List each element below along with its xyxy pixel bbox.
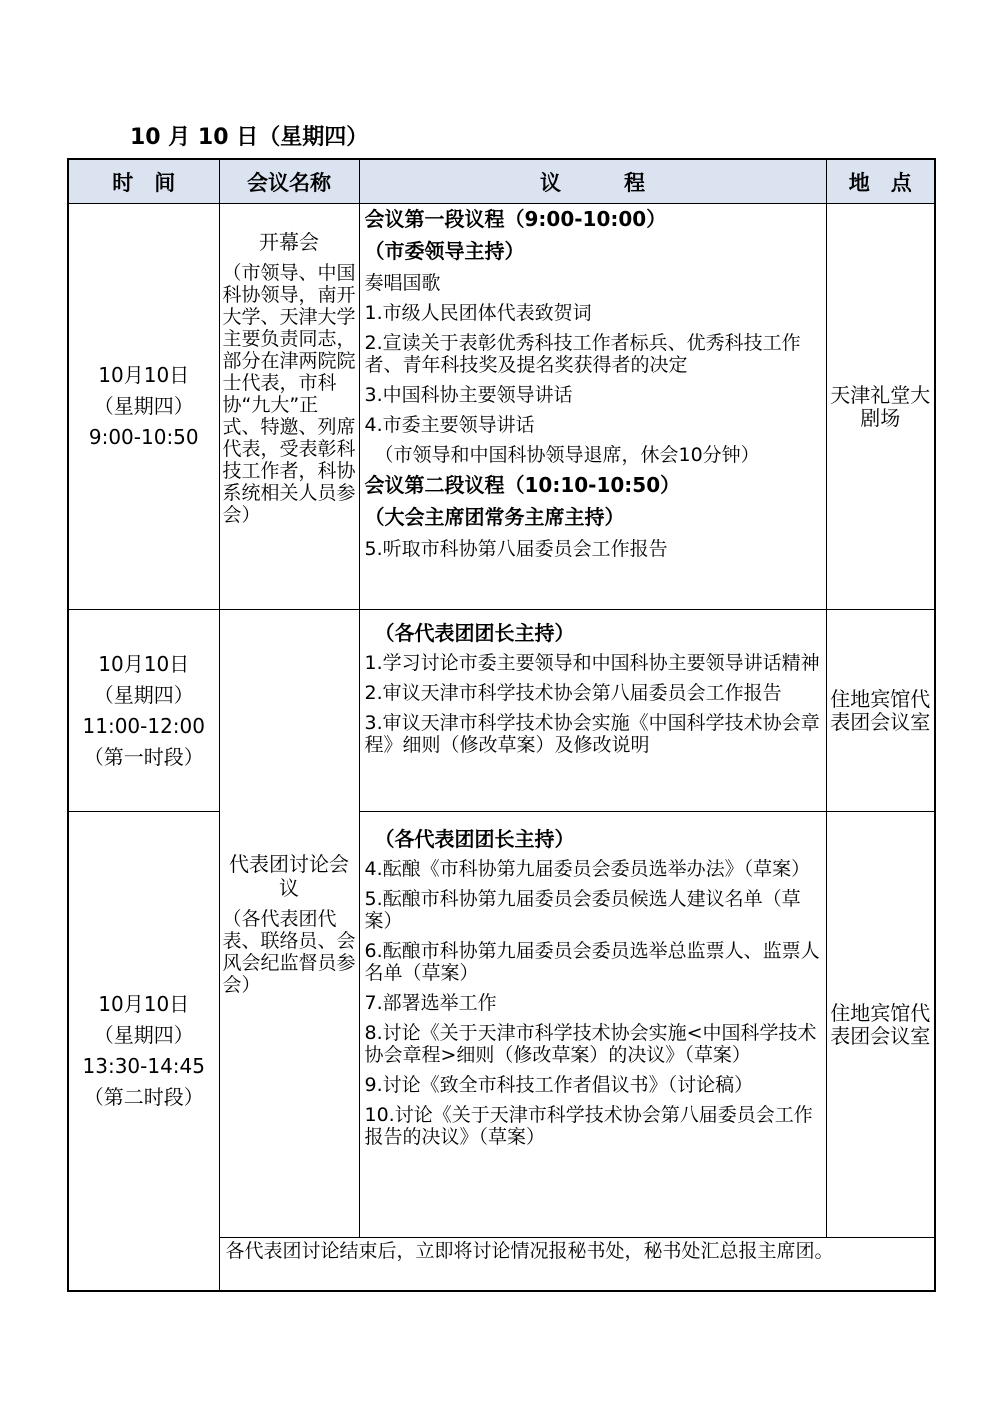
agenda-item: 2.宣读关于表彰优秀科技工作者标兵、优秀科技工作者、青年科技奖及提名奖获得者的决定	[364, 332, 801, 376]
table-row	[68, 610, 935, 812]
header-name: 会议名称	[219, 159, 359, 204]
note-cell: 各代表团讨论结束后，立即将讨论情况报秘书处，秘书处汇总报主席团。	[219, 1238, 935, 1292]
time-line: 11:00-12:00	[82, 713, 205, 738]
place-cell: 住地宾馆代表团会议室	[826, 812, 935, 1238]
agenda-item: 会议第二段议程（10:10-10:50）	[364, 473, 681, 497]
agenda-item: 2.审议天津市科学技术协会第八届委员会工作报告	[364, 682, 782, 704]
agenda-item: 5.听取市科协第八届委员会工作报告	[364, 538, 668, 560]
meeting-attendees: （各代表团代表、联络员、会风会纪监督员参会）	[222, 907, 356, 996]
meeting-name-cell	[219, 610, 359, 1238]
header-agenda: 议 程	[359, 159, 826, 204]
table-row	[68, 812, 935, 1238]
meeting-name: 代表团讨论会议	[229, 851, 349, 900]
agenda-cell	[359, 204, 826, 610]
schedule-table	[67, 158, 936, 1292]
agenda-item: 8.讨论《关于天津市科学技术协会实施<中国科学技术协会章程>细则（修改草案）的决议》（草案）	[364, 1022, 817, 1066]
agenda-cell	[359, 610, 826, 812]
time-line: （第二时段）	[83, 1085, 204, 1109]
agenda-item: 4.酝酿《市科协第九届委员会委员选举办法》（草案）	[364, 858, 811, 880]
agenda-item: 6.酝酿市科协第九届委员会委员选举总监票人、监票人名单（草案）	[364, 940, 820, 984]
agenda-item: （市委领导主持）	[364, 239, 525, 263]
place-cell: 住地宾馆代表团会议室	[826, 610, 935, 812]
time-cell	[68, 812, 219, 1292]
agenda-item: 5.酝酿市科协第九届委员会委员候选人建议名单（草案）	[364, 888, 801, 932]
header-time: 时 间	[68, 159, 219, 204]
agenda-item: 3.审议天津市科学技术协会实施《中国科学技术协会章程》细则（修改草案）及修改说明	[364, 712, 820, 756]
place-cell: 天津礼堂大剧场	[826, 204, 935, 610]
time-line: （第一时段）	[83, 744, 204, 769]
agenda-cell	[359, 812, 826, 1238]
time-line: （星期四）	[93, 682, 194, 707]
agenda-item: 1.学习讨论市委主要领导和中国科协主要领导讲话精神	[364, 652, 820, 674]
date-heading: 10 月 10 日（星期四）	[130, 125, 369, 150]
agenda-item: 10.讨论《关于天津市科学技术协会第八届委员会工作报告的决议》（草案）	[364, 1104, 813, 1148]
time-line: 9:00-10:50	[88, 425, 199, 449]
meeting-name: 开幕会	[259, 230, 319, 254]
meeting-name-cell	[219, 204, 359, 610]
header-row	[68, 159, 935, 204]
agenda-item: （各代表团团长主持）	[374, 621, 575, 645]
time-cell	[68, 204, 219, 610]
agenda-item: 1.市级人民团体代表致贺词	[364, 302, 592, 324]
agenda-item: 奏唱国歌	[364, 272, 441, 294]
agenda-item: 4.市委主要领导讲话	[364, 414, 535, 436]
time-line: 10月10日	[98, 651, 190, 676]
agenda-item: （市领导和中国科协领导退席，休会10分钟）	[374, 444, 760, 466]
agenda-item: （各代表团团长主持）	[374, 827, 575, 851]
agenda-item: 7.部署选举工作	[364, 992, 497, 1014]
time-line: 13:30-14:45	[82, 1054, 205, 1078]
meeting-attendees: （市领导、中国科协领导，南开大学、天津大学主要负责同志，部分在津两院院士代表，市科协“九大”正式、特邀、列席代表，受表彰科技工作者，科协系统相关人员参会）	[222, 262, 356, 526]
header-place: 地 点	[826, 159, 935, 204]
agenda-item: （大会主席团常务主席主持）	[364, 505, 625, 529]
agenda-item: 3.中国科协主要领导讲话	[364, 384, 573, 406]
time-line: 10月10日	[98, 992, 190, 1016]
time-line: 10月10日	[98, 363, 190, 387]
agenda-item: 9.讨论《致全市科技工作者倡议书》（讨论稿）	[364, 1074, 754, 1096]
time-cell	[68, 610, 219, 812]
table-row	[68, 204, 935, 610]
agenda-item: 会议第一段议程（9:00-10:00）	[364, 207, 667, 231]
time-line: （星期四）	[93, 1023, 194, 1047]
time-line: （星期四）	[93, 394, 194, 418]
